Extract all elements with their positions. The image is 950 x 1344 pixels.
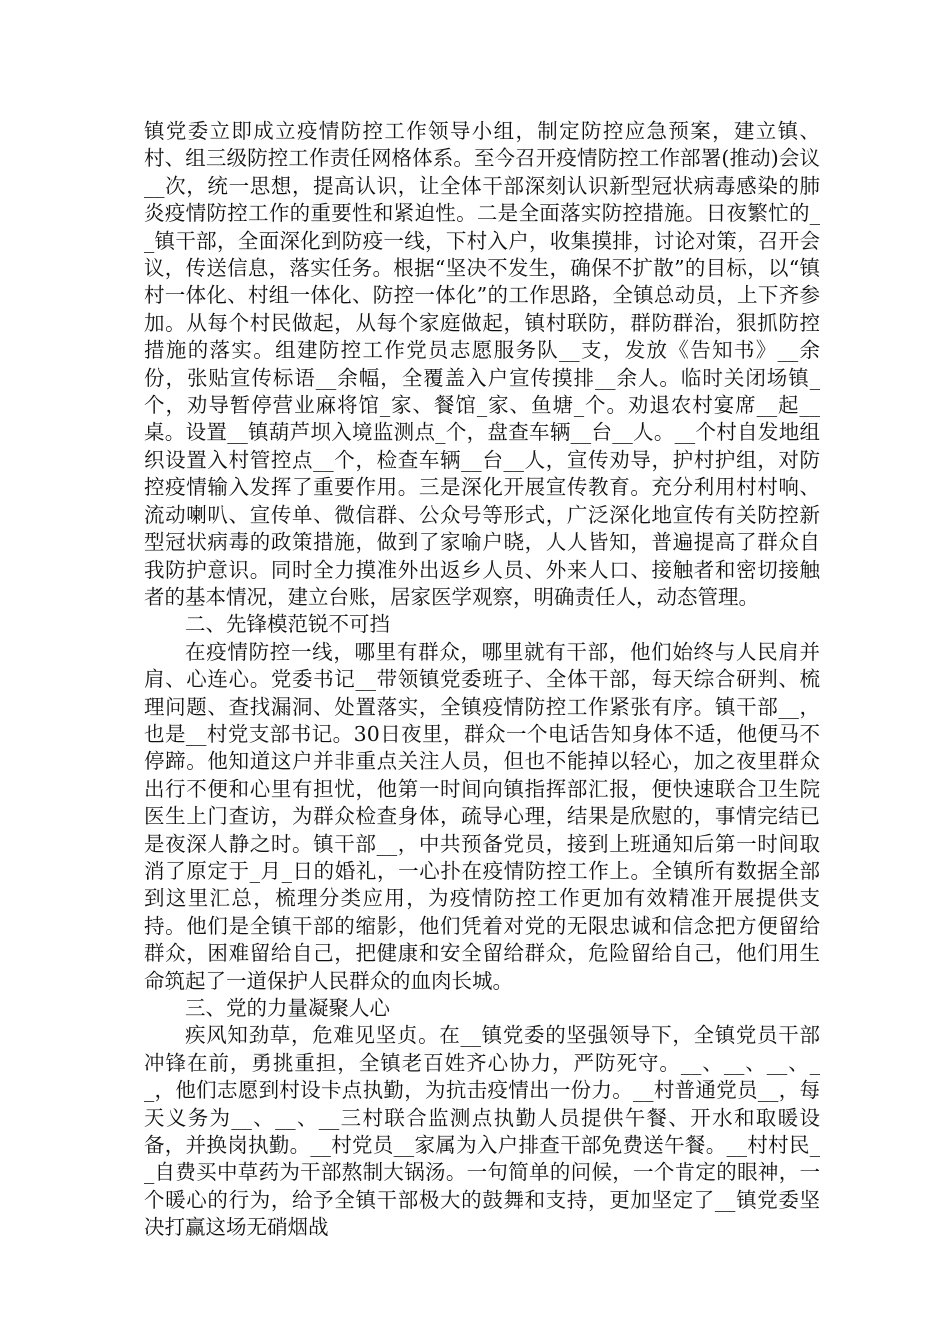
document-body: [144, 118, 820, 1242]
paragraph-party-strength: 疾风知劲草，危难见坚贞。在__镇党委的坚强领导下，全镇党员干部冲锋在前，勇挑重担，全镇老百姓齐心协力，严防死守。__、__、__、__，他们志愿到村设卡点执勤，为抗击疫情出一份力。__村普通党员__，每天义务为__、__、__三村联合监测点执勤人员提供午餐、开水和取暖设备，并换岗执勤。__村党员__家属为入户排查干部免费送午餐。__村村民__自费买中草药为干部熬制大锅汤。一句简单的问候，一个肯定的眼神，一个暖心的行为，给予全镇干部极大的鼓舞和支持，更加坚定了__镇党委坚决打赢这场无硝烟战: [144, 1023, 820, 1240]
paragraph-prevention-measures: 镇党委立即成立疫情防控工作领导小组，制定防控应急预案，建立镇、村、组三级防控工作责任网格体系。至今召开疫情防控工作部署(推动)会议__次，统一思想，提高认识，让全体干部深刻认识新型冠状病毒感染的肺炎疫情防控工作的重要性和紧迫性。二是全面落实防控措施。日夜繁忙的__镇干部，全面深化到防疫一线，下村入户，收集摸排，讨论对策，召开会议，传送信息，落实任务。根据“坚决不发生，确保不扩散”的目标，以“镇村一体化、村组一体化、防控一体化”的工作思路，全镇总动员，上下齐参加。从每个村民做起，从每个家庭做起，镇村联防，群防群治，狠抓防控措施的落实。组建防控工作党员志愿服务队__支，发放《告知书》__余份，张贴宣传标语__余幅，全覆盖入户宣传摸排__余人。临时关闭场镇_个，劝导暂停营业麻将馆_家、餐馆_家、鱼塘_个。劝退农村宴席__起__桌。设置__镇葫芦坝入境监测点_个，盘查车辆__台__人。__个村自发地组织设置入村管控点__个，检查车辆__台__人，宣传劝导，护村护组，对防控疫情输入发挥了重要作用。三是深化开展宣传教育。充分利用村村响、流动喇叭、宣传单、微信群、公众号等形式，广泛深化地宣传有关防控新型冠状病毒的政策措施，做到了家喻户晓，人人皆知，普遍提高了群众自我防护意识。同时全力摸准外出返乡人员、外来人口、接触者和密切接触者的基本情况，建立台账，居家医学观察，明确责任人，动态管理。: [144, 119, 820, 609]
section-heading-vanguard: 二、先锋模范锐不可挡: [185, 612, 390, 637]
paragraph-vanguard: 在疫情防控一线，哪里有群众，哪里就有干部，他们始终与人民肩并肩、心连心。党委书记__带领镇党委班子、全体干部，每天综合研判、梳理问题、查找漏洞、处置落实，全镇疫情防控工作紧张有序。镇干部__，也是__村党支部书记。30日夜里，群众一个电话告知身体不适，他便马不停蹄。他知道这户并非重点关注人员，但也不能掉以轻心，加之夜里群众出行不便和心里有担忧，他第一时间向镇指挥部汇报，便快速联合卫生院医生上门查访，为群众检查身体，疏导心理，结果是欣慰的，事情完结已是夜深人静之时。镇干部__，中共预备党员，接到上班通知后第一时间取消了原定于_月_日的婚礼，一心扑在疫情防控工作上。全镇所有数据全部到这里汇总，梳理分类应用，为疫情防控工作更加有效精准开展提供支持。他们是全镇干部的缩影，他们凭着对党的无限忠诚和信念把方便留给群众，困难留给自己，把健康和安全留给群众，危险留给自己，他们用生命筑起了一道保护人民群众的血肉长城。: [144, 639, 820, 993]
section-heading-party-strength: 三、党的力量凝聚人心: [185, 996, 390, 1020]
